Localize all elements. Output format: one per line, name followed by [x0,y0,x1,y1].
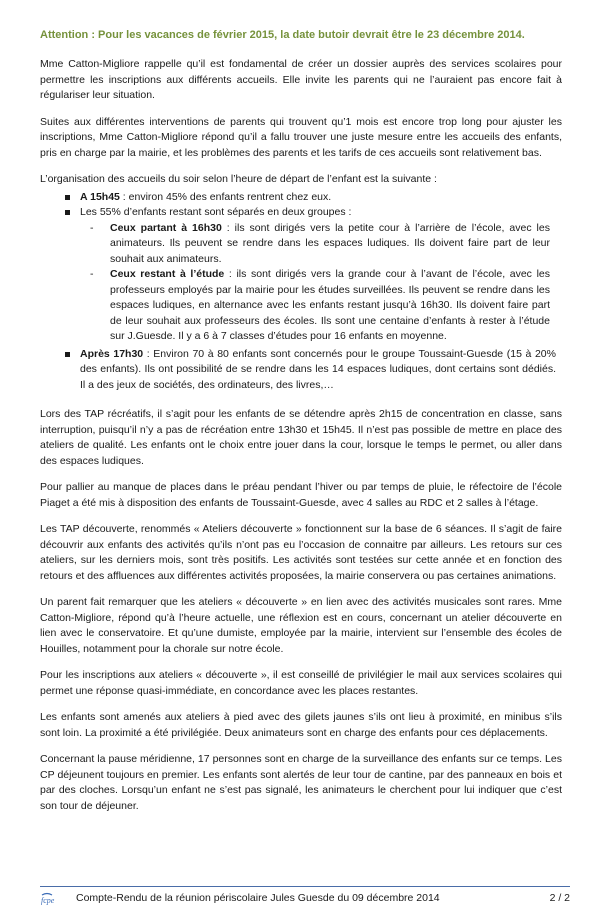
page-number: 2 / 2 [549,892,570,904]
paragraph-organisation-intro: L’organisation des accueils du soir selon l’heure de départ de l’enfant est la suivante : [40,173,437,185]
attention-notice: Attention : Pour les vacances de février 2015, la date butoir devrait être le 23 décembre 2014. [40,29,525,41]
paragraph-refectoire: Pour pallier au manque de places dans le préau pendant l’hiver ou par temps de pluie, le réfectoire de l’école Piaget a été mis à disposition des enfants de Toussaint-Guesde, avec 4 salles au RDC et 2 salles à l’étage. [40,481,562,509]
paragraph-tap-decouverte: Les TAP découverte, renommés « Ateliers découverte » fonctionnent sur la base de 6 séances. Il s’agit de faire découvrir aux enfants des activités qu’ils n’ont pas eu l’occasion de connaitre par ailleurs. Les retours sur ces ateliers, sur les derniers mois, sont très positifs. Les activités sont testées sur cette année et en fonction des retours et des affluences aux différentes activités proposées, la mairie conservera ou pas certaines animations. [40,523,562,582]
paragraph-deplacements: Les enfants sont amenés aux ateliers à pied avec des gilets jaunes s’ils ont lieu à proximité, en minibus s’ils sont loin. La proximité a été privilégiée. Deux animateurs sont en charge des enfants pour ces déplacements. [40,711,562,739]
paragraph-inscriptions-mail: Pour les inscriptions aux ateliers « découverte », il est conseillé de privilégier le mail aux services scolaires qui permet une réponse quasi-immédiate, en concordance avec les places restantes. [40,669,562,697]
bullet-icon [65,352,70,357]
sub-list-item-text: : ils sont dirigés vers la grande cour à l’avant de l’école, avec les professeurs employés par la mairie pour les études surveillées. Ils peuvent se rendre dans les espaces ludiques, en alternance avec les enfants restant jusqu’à 16h30. Ils doivent faire part de leur souhait aux professeurs des écoles. Ils sont une centaine d’enfants à rester à l’étude sur J.Guesde. Il y a 6 à 7 classes d’études pour 16 enfants en moyenne. [110,268,550,342]
sub-list-item-text: : ils sont dirigés vers la petite cour à l’arrière de l’école, avec les animateurs. Ils peuvent se rendre dans les espaces ludiques. Ils doivent faire part de leur souhait aux animateurs. [110,221,550,265]
sub-list-item-bold: Ceux restant à l’étude [110,268,225,280]
document-body [40,28,562,825]
list-item-text: : environ 45% des enfants rentrent chez eux. [119,190,332,203]
sub-list-item-bold: Ceux partant à 16h30 [110,221,222,234]
bullet-icon [65,210,70,215]
list-item-bold: A 15h45 [80,190,120,203]
list-item-text: Les 55% d’enfants restant sont séparés en deux groupes : [80,206,352,218]
sub-list [80,221,556,345]
dash-marker: - [90,221,94,234]
fcpe-logo-icon [40,892,66,906]
sub-list-item [80,267,550,345]
list-item [40,190,556,206]
organisation-list [40,190,562,394]
bullet-icon [65,195,70,200]
list-item-text: : Environ 70 à 80 enfants sont concernés pour le groupe Toussaint-Guesde (15 à 20% des enfants). Ils ont possibilité de se rendre dans les 14 espaces ludiques, dont certains sont dédiés. Il a des jeux de sociétés, des ordinateurs, des livres,… [80,347,556,391]
list-item [40,347,556,394]
paragraph-musique: Un parent fait remarquer que les ateliers « découverte » en lien avec des activités musicales sont rares. Mme Catton-Migliore, répond qu’à l’heure actuelle, une réflexion est en cours, concernant un atelier découverte en lien avec le conservatoire. Et qu’une dumiste, employée par la mairie, intervient sur l’ensemble des écoles de Houilles, notamment pour la chorale sur notre école. [40,596,562,655]
paragraph-pause-meridienne: Concernant la pause méridienne, 17 personnes sont en charge de la surveillance des enfants sur ce temps. Les CP déjeunent toujours en premier. Les enfants sont alertés de leur tour de cantine, par des panneaux en bois et par des cloches. Lorsqu’un enfant ne s’est pas signalé, les animateurs le cherchent pour lui indiquer que c’est son tour de déjeuner. [40,753,562,812]
footer-title: Compte-Rendu de la réunion périscolaire Jules Guesde du 09 décembre 2014 [76,892,440,904]
list-item-bold: Après 17h30 [80,347,144,360]
paragraph-inscriptions-delay: Suites aux différentes interventions de parents qui trouvent qu’1 mois est encore trop long pour ajuster les inscriptions, Mme Catton-Migliore répond qu’il a fallu trouver une juste mesure entre les accueils des enfants, pris en charge par la mairie, et les problèmes des parents et les tarifs de ces accueils sont relativement bas. [40,115,562,159]
paragraph-tap-recreatifs: Lors des TAP récréatifs, il s’agit pour les enfants de se détendre après 2h15 de concentration en classe, sans interruption, puisqu’il n’y a pas de récréation entre 13h30 et 15h45. Il n’est pas possible de mettre en place des ateliers de qualité. Les enfants ont le choix entre jouer dans la cour, lorsque le temps le permet, ou aller dans des espaces ludiques. [40,408,562,467]
dash-marker: - [90,268,94,280]
page-footer [40,886,570,909]
svg-text:fcpe: fcpe [41,896,55,905]
paragraph-dossier: Mme Catton-Migliore rappelle qu’il est fondamental de créer un dossier auprès des services scolaires pour permettre les inscriptions aux différents accueils. Elle invite les parents qui ne l’auraient pas encore fait à régulariser leur situation. [40,58,562,101]
list-item [40,205,556,345]
sub-list-item [80,221,550,268]
